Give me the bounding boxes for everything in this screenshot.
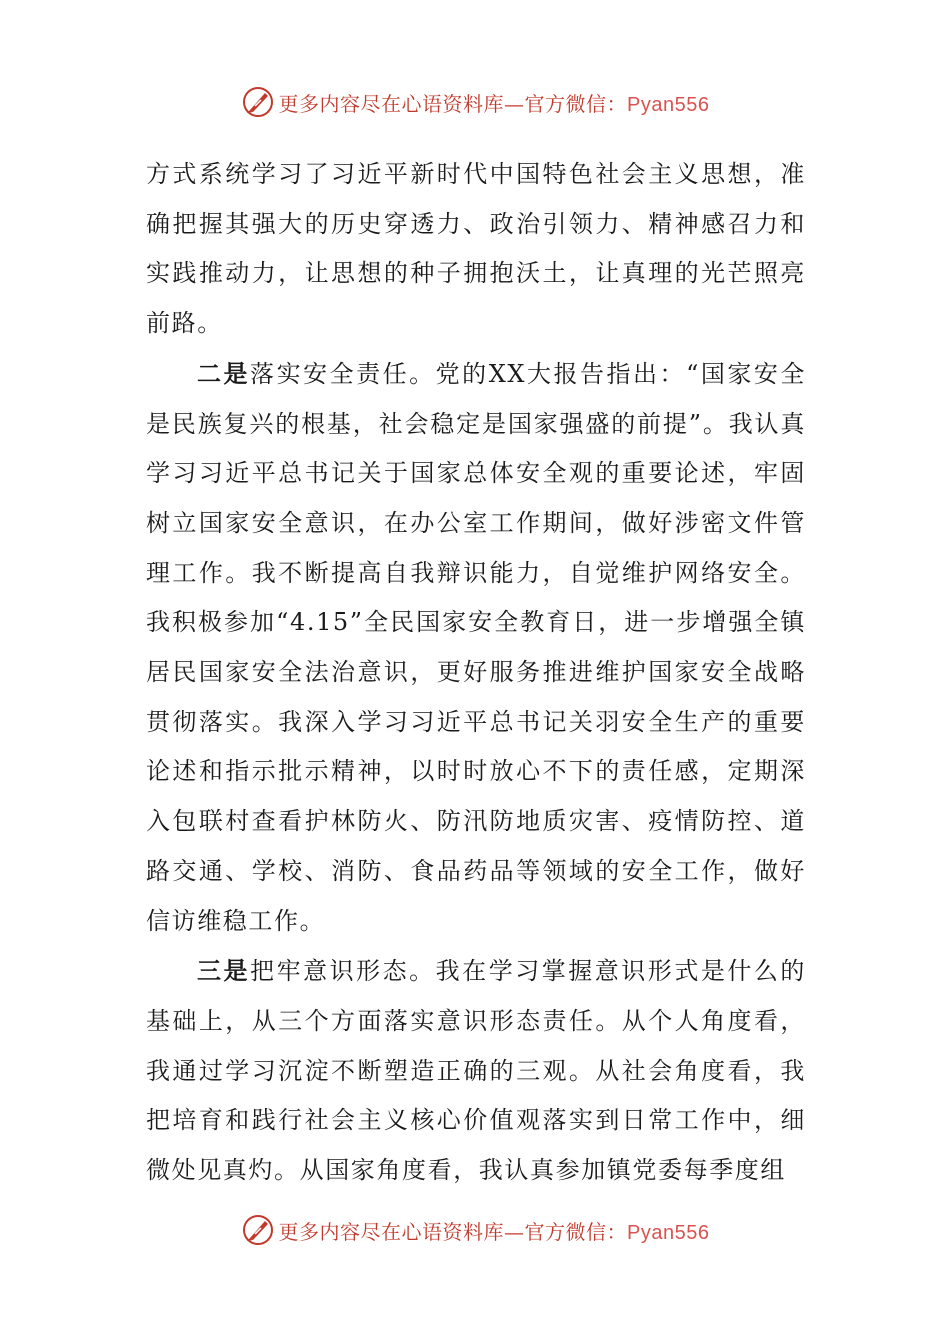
watermark-text bbox=[279, 1216, 710, 1245]
paragraph-3 bbox=[146, 946, 806, 1196]
footer-watermark bbox=[0, 1210, 950, 1250]
watermark-dash: — bbox=[504, 91, 525, 116]
paragraph-2 bbox=[146, 349, 806, 946]
paragraph-3-text: 把牢意识形态。我在学习掌握意识形式是什么的基础上，从三个方面落实意识形态责任。从个人角度看，我通过学习沉淀不断塑造正确的三观。从社会角度看，我把培育和践行社会主义核心价值观落实到日常工作中，细微处见真灼。从国家角度看，我认真参加镇党委每季度组 bbox=[146, 957, 806, 1185]
watermark-official-label: 官方微信： bbox=[524, 1219, 628, 1244]
watermark-brand: 更多内容尽在心语资料库 bbox=[278, 1219, 505, 1244]
watermark-wechat-id: Pyan556 bbox=[627, 93, 710, 116]
paragraph-2-lead: 二是 bbox=[197, 358, 251, 388]
quill-pen-logo-icon bbox=[241, 85, 275, 119]
document-body bbox=[146, 150, 806, 1196]
watermark-wechat-id: Pyan556 bbox=[627, 1221, 710, 1244]
watermark-text bbox=[279, 88, 710, 117]
paragraph-2-text: 落实安全责任。党的XX大报告指出：“国家安全是民族复兴的根基，社会稳定是国家强盛的前提”。我认真学习习近平总书记关于国家总体安全观的重要论述，牢固树立国家安全意识，在办公室工作期间，做好涉密文件管理工作。我不断提高自我辩识能力，自觉维护网络安全。我积极参加“4.15”全民国家安全教育日，进一步增强全镇居民国家安全法治意识，更好服务推进维护国家安全战略贯彻落实。我深入学习习近平总书记关羽安全生产的重要论述和指示批示精神，以时时放心不下的责任感，定期深入包联村查看护林防火、防汛防地质灾害、疫情防控、道路交通、学校、消防、食品药品等领域的安全工作，做好信访维稳工作。 bbox=[146, 359, 807, 935]
header-watermark bbox=[0, 82, 950, 122]
watermark-official-label: 官方微信： bbox=[524, 91, 628, 116]
watermark-dash: — bbox=[504, 1219, 525, 1244]
paragraph-3-lead: 三是 bbox=[197, 956, 251, 986]
watermark-brand: 更多内容尽在心语资料库 bbox=[278, 91, 505, 116]
quill-pen-logo-icon bbox=[241, 1213, 275, 1247]
paragraph-1: 方式系统学习了习近平新时代中国特色社会主义思想，准确把握其强大的历史穿透力、政治引领力、精神感召力和实践推动力，让思想的种子拥抱沃土，让真理的光芒照亮前路。 bbox=[146, 160, 806, 338]
